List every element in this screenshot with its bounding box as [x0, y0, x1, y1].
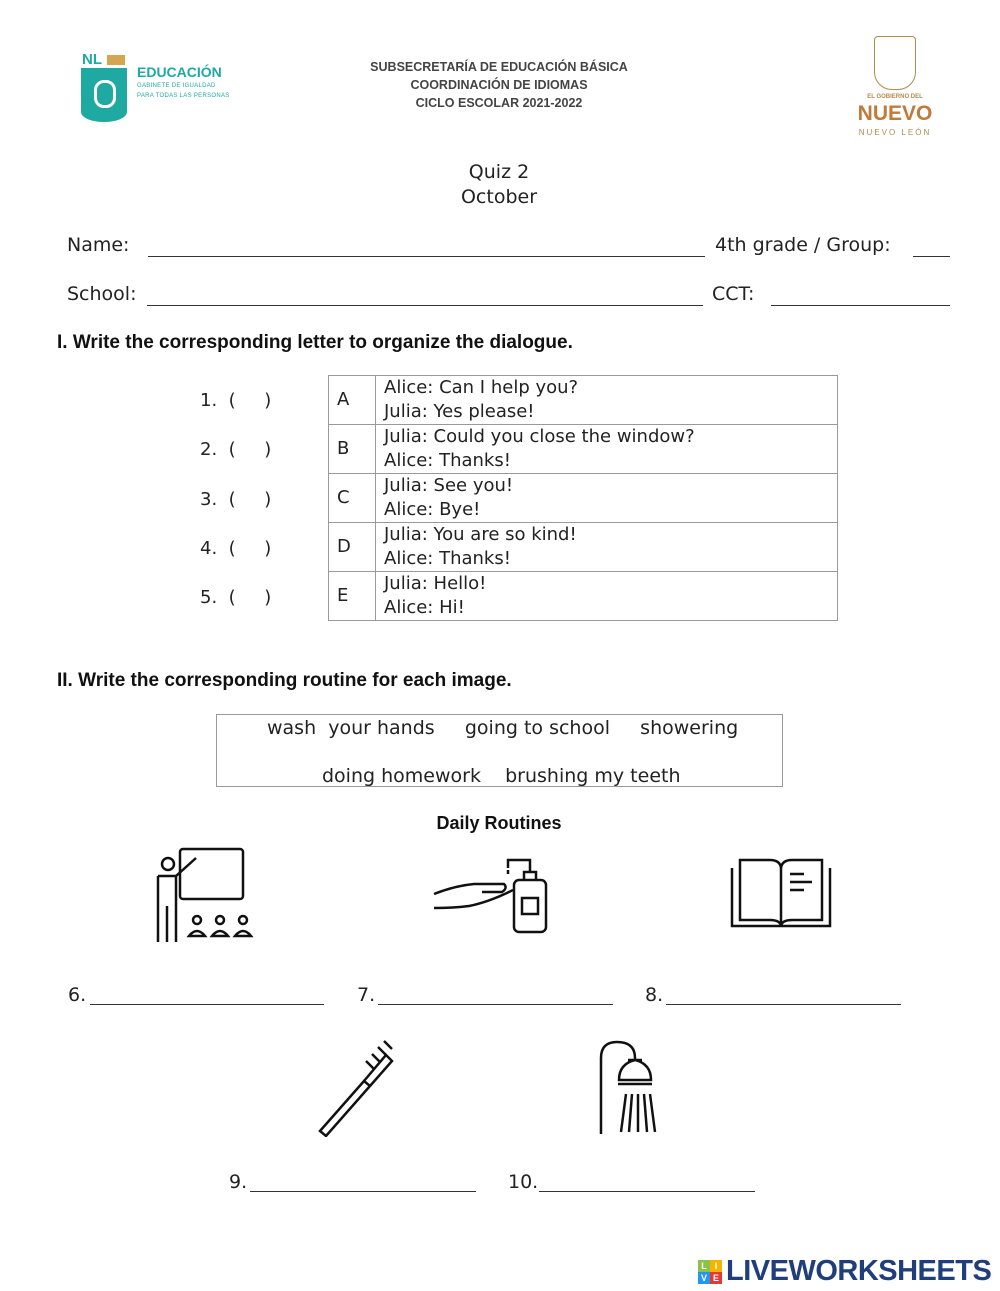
blank-8-label: 8. [645, 984, 664, 1006]
answer-3[interactable]: 3. ( ) [200, 489, 272, 510]
word-bank-line-2: doing homework brushing my teeth [322, 765, 681, 787]
dialogue-row [329, 376, 838, 425]
word-bank-line-1: wash your hands going to school showering [267, 717, 739, 739]
school-field[interactable] [147, 305, 703, 306]
row-letter: C [329, 474, 376, 523]
header-line-2: COORDINACIÓN DE IDIOMAS [410, 78, 588, 92]
name-field[interactable] [148, 256, 705, 257]
row-dialogue [376, 523, 838, 572]
answer-2[interactable]: 2. ( ) [200, 439, 272, 460]
dialogue-line: Julia: See you! [384, 475, 514, 496]
logo-educacion-text: EDUCACIÓN [137, 64, 222, 80]
grade-label: 4th grade / Group: [715, 234, 891, 256]
shield-icon [81, 68, 127, 122]
dialogue-line: Julia: Could you close the window? [384, 426, 695, 447]
dialogue-line: Alice: Can I help you? [384, 377, 579, 398]
dialogue-line: Julia: Yes please! [384, 401, 535, 422]
live-badge-icon [698, 1260, 722, 1284]
answer-10-field[interactable] [539, 1191, 755, 1192]
answer-6-field[interactable] [90, 1004, 324, 1005]
logo-nuevo-text: NUEVO [857, 102, 933, 125]
row-dialogue [376, 376, 838, 425]
answer-5[interactable]: 5. ( ) [200, 587, 272, 608]
section1-heading: I. Write the corresponding letter to organize the dialogue. [57, 332, 573, 353]
answer-7-field[interactable] [378, 1004, 613, 1005]
badge-i: I [710, 1260, 722, 1272]
dialogue-row [329, 474, 838, 523]
nuevo-leon-logo [850, 36, 940, 140]
dialogue-row [329, 425, 838, 474]
dialogue-row [329, 572, 838, 621]
book-icon [730, 854, 832, 930]
coat-of-arms-icon [874, 36, 916, 90]
liveworksheets-text: LIVEWORKSHEETS [726, 1255, 992, 1287]
quiz-subtitle: October [460, 186, 538, 208]
row-dialogue [376, 425, 838, 474]
badge-e: E [710, 1272, 722, 1284]
blank-9-label: 9. [229, 1171, 248, 1193]
nl-educacion-logo [80, 52, 240, 124]
dialogue-line: Julia: Hello! [384, 573, 487, 594]
toothbrush-icon [316, 1035, 402, 1137]
cct-field[interactable] [771, 305, 950, 306]
dialogue-line: Alice: Thanks! [384, 450, 511, 471]
header-line-1: SUBSECRETARÍA DE EDUCACIÓN BÁSICA [370, 60, 628, 74]
row-letter: B [329, 425, 376, 474]
school-label: School: [67, 283, 137, 305]
answer-4[interactable]: 4. ( ) [200, 538, 272, 559]
dialogue-table [328, 375, 838, 621]
row-letter: E [329, 572, 376, 621]
blank-7-label: 7. [357, 984, 376, 1006]
quiz-title: Quiz 2 [468, 161, 530, 183]
hand-soap-icon [432, 856, 552, 936]
logo-nl-bottom: NUEVO LEÓN [858, 128, 932, 137]
row-letter: D [329, 523, 376, 572]
shower-icon [596, 1038, 686, 1136]
dialogue-line: Alice: Thanks! [384, 548, 511, 569]
dialogue-line: Alice: Hi! [384, 597, 465, 618]
blank-6-label: 6. [68, 984, 87, 1006]
row-letter: A [329, 376, 376, 425]
section2-heading: II. Write the corresponding routine for each image. [57, 670, 512, 691]
header-line-3: CICLO ESCOLAR 2021-2022 [415, 96, 583, 110]
badge-l: L [698, 1260, 710, 1272]
logo-gob-text: EL GOBIERNO DEL [867, 94, 923, 100]
dialogue-row [329, 523, 838, 572]
daily-routines-heading: Daily Routines [436, 813, 562, 833]
answer-8-field[interactable] [666, 1004, 901, 1005]
group-field[interactable] [913, 256, 950, 257]
row-dialogue [376, 572, 838, 621]
dialogue-line: Alice: Bye! [384, 499, 481, 520]
logo-sub2: PARA TODAS LAS PERSONAS [137, 93, 230, 99]
header-lines [299, 58, 699, 112]
teacher-classroom-icon [150, 846, 260, 946]
answer-9-field[interactable] [250, 1191, 476, 1192]
badge-v: V [698, 1272, 710, 1284]
answer-1[interactable]: 1. ( ) [200, 390, 272, 411]
word-bank [216, 714, 783, 787]
blank-10-label: 10. [508, 1171, 539, 1193]
name-label: Name: [67, 234, 130, 256]
cct-label: CCT: [712, 283, 755, 305]
logo-nl-text: NL [82, 51, 102, 68]
logo-sub1: GABINETE DE IGUALDAD [137, 83, 216, 89]
row-dialogue [376, 474, 838, 523]
dialogue-line: Julia: You are so kind! [384, 524, 577, 545]
